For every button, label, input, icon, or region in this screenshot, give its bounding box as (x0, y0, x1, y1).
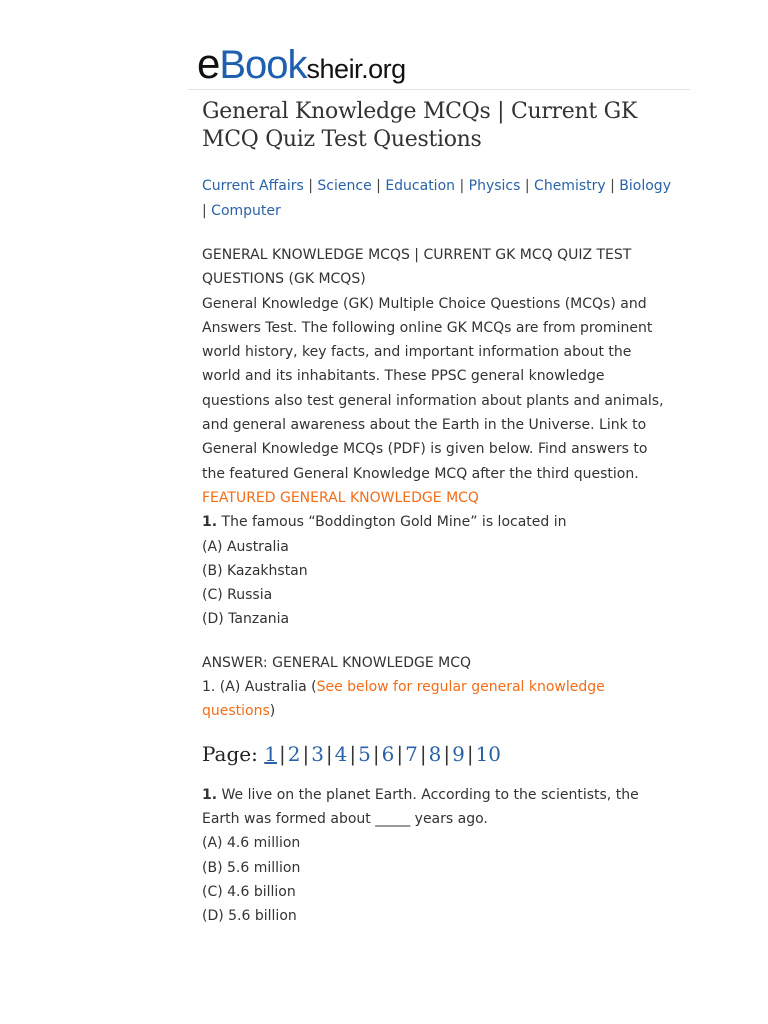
page-separator: | (466, 741, 474, 766)
featured-option-d: (D) Tanzania (202, 611, 290, 628)
category-link-science[interactable]: Science (317, 178, 372, 194)
site-logo[interactable] (197, 40, 406, 86)
page-link-5[interactable]: 5 (358, 741, 371, 766)
page-link-2[interactable]: 2 (287, 741, 301, 766)
page-link-9[interactable]: 9 (452, 741, 465, 766)
page-separator: | (396, 741, 404, 766)
category-link-physics[interactable]: Physics (468, 178, 521, 194)
category-separator: | (202, 203, 207, 219)
category-separator: | (610, 178, 615, 194)
question-block (202, 783, 672, 929)
page-link-6[interactable]: 6 (381, 741, 395, 766)
featured-question (202, 510, 672, 534)
category-separator: | (376, 178, 381, 194)
logo-rest: sheir.org (306, 54, 406, 84)
answer-text: 1. (A) Australia ( (202, 679, 317, 696)
category-link-education[interactable]: Education (385, 178, 456, 194)
page-link-10[interactable]: 10 (475, 741, 502, 766)
section-heading: GENERAL KNOWLEDGE MCQS | CURRENT GK MCQ QUIZ TEST QUESTIONS (GK MCQS) (202, 247, 632, 288)
pagination-label: Page: (202, 741, 258, 766)
page-separator: | (443, 741, 451, 766)
pagination (202, 740, 672, 768)
logo-e: e (197, 40, 220, 87)
page-link-7[interactable]: 7 (405, 741, 418, 766)
category-separator: | (459, 178, 465, 194)
featured-option-c: (C) Russia (202, 587, 273, 604)
category-link-biology[interactable]: Biology (619, 178, 671, 194)
intro-text: General Knowledge (GK) Multiple Choice Questions (MCQs) and Answers Test. The following online GK MCQs are from prominent world history, key facts, and important information about the world and its inhabitants. These PPSC general knowledge questions also test general information about plants and animals, and general awareness about the Earth in the Universe. Link to General Knowledge MCQs (PDF) is given below. Find answers to the featured General Knowledge MCQ after the third question. (202, 295, 664, 482)
page-separator: | (349, 741, 357, 766)
question-text: We live on the planet Earth. According to the scientists, the Earth was formed about _____ years ago. (202, 786, 639, 827)
header-divider (188, 89, 690, 90)
page-separator: | (419, 741, 427, 766)
featured-heading: FEATURED GENERAL KNOWLEDGE MCQ (202, 489, 479, 506)
featured-question-text: The famous “Boddington Gold Mine” is located in (221, 514, 567, 531)
category-separator: | (524, 178, 530, 194)
category-link-current-affairs[interactable]: Current Affairs (202, 178, 304, 194)
page-link-8[interactable]: 8 (428, 741, 442, 766)
page-link-4[interactable]: 4 (334, 741, 348, 766)
answer-heading: ANSWER: GENERAL KNOWLEDGE MCQ (202, 654, 472, 671)
question-number: 1. (202, 786, 218, 803)
logo-book: Book (219, 43, 307, 87)
page-separator: | (372, 741, 380, 766)
intro-block (202, 243, 672, 724)
article (202, 98, 672, 928)
page-separator: | (302, 741, 310, 766)
question-1 (202, 783, 672, 832)
answer-close: ) (269, 703, 276, 720)
category-separator: | (308, 178, 313, 194)
featured-option-a: (A) Australia (202, 538, 289, 555)
page-link-1[interactable]: 1 (264, 741, 277, 766)
question-option-a: (A) 4.6 million (202, 835, 301, 852)
question-option-c: (C) 4.6 billion (202, 883, 296, 900)
page-separator: | (278, 741, 286, 766)
featured-question-number: 1. (202, 514, 218, 531)
question-option-d: (D) 5.6 billion (202, 908, 297, 925)
featured-option-b: (B) Kazakhstan (202, 562, 308, 579)
question-option-b: (B) 5.6 million (202, 859, 301, 876)
category-links (202, 174, 672, 224)
answer-link[interactable]: See below for regular general knowledge questions (202, 679, 605, 720)
page-separator: | (325, 741, 333, 766)
answer-line (202, 675, 672, 724)
spacer (202, 632, 672, 651)
category-link-computer[interactable]: Computer (211, 203, 281, 219)
page-link-3[interactable]: 3 (311, 741, 324, 766)
category-link-chemistry[interactable]: Chemistry (534, 178, 606, 194)
page-title: General Knowledge MCQs | Current GK MCQ Quiz Test Questions (202, 99, 638, 152)
